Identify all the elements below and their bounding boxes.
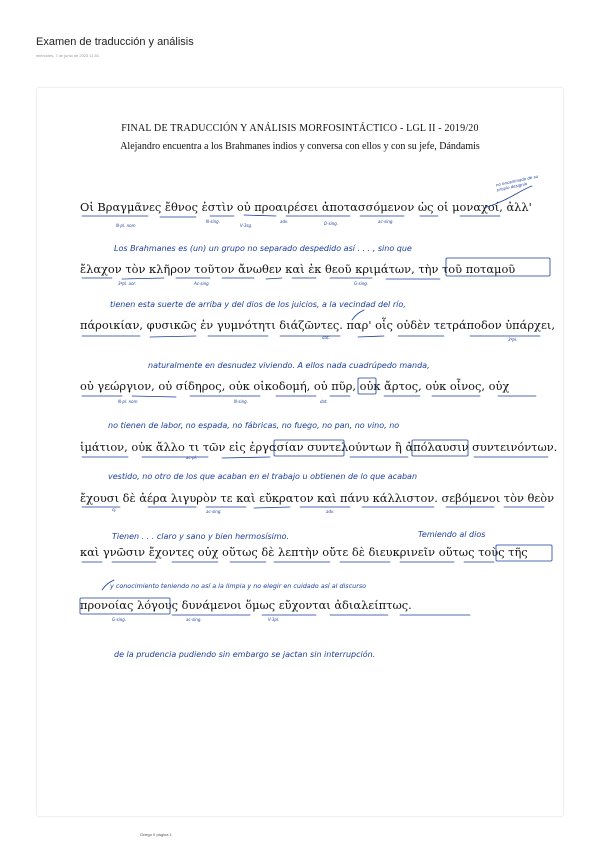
translation-line-3: naturalmente en desnudez viviendo. A ellos nada cuadrúpedo manda, <box>148 361 430 370</box>
grammar-tag: cj. <box>112 507 117 512</box>
page-timestamp: miércoles, 7 de junio de 2023 11:51 <box>36 53 100 58</box>
greek-line-5: ἱμάτιον, οὐκ ἄλλο τι τῶν εἰς ἐργασίαν συντελούντων ἢ ἀπόλαυσιν συντεινόντων. <box>80 440 558 454</box>
translation-line-6: Tienen . . . claro y sano y bien hermosísimo. <box>112 532 290 541</box>
grammar-tag: ac-pl. <box>186 455 198 460</box>
grammar-tag: G-sing. <box>354 281 369 286</box>
grammar-tag: V-3pl. <box>268 617 280 622</box>
grammar-tag: adv. <box>326 509 335 514</box>
grammar-tag: ac-sing. <box>186 617 202 622</box>
greek-line-8: προνοίας λόγους δυνάμενοι ὅμως εὔχονται ἀδιαλείπτως. <box>80 598 412 612</box>
document-title: FINAL DE TRADUCCIÓN Y ANÁLISIS MORFOSINTÁCTICO - LGL II - 2019/20 <box>121 123 479 134</box>
translation-line-2: tienen esta suerte de arriba y del dios de los juicios, a la vecindad del río, <box>110 300 406 309</box>
grammar-tag: V-3sg. <box>240 223 253 228</box>
page-title: Examen de traducción y análisis <box>36 36 194 48</box>
grammar-tag: adv. <box>280 219 289 224</box>
translation-line-8: de la prudencia pudiendo sin embargo se jactan sin interrupción. <box>114 650 376 659</box>
translation-line-5: vestido, no otro de los que acaban en el trabajo u obtienen de lo que acaban <box>108 472 418 481</box>
grammar-tag: ac-sing. <box>378 219 394 224</box>
grammar-tag: G-sing. <box>112 617 127 622</box>
page-footer: Griego II página 1 <box>140 832 172 837</box>
greek-line-3: πάροικίαν, φυσικῶς ἐν γυμνότητι διάζῶντες. παρ' οἷς οὐδὲν τετράποδον ὑπάρχει, <box>80 318 555 332</box>
grammar-tag: N-pl. nom <box>118 399 138 404</box>
grammar-tag: dat. <box>322 335 330 340</box>
greek-line-2: ἔλαχον τὸν κλῆρον τοῦτον ἄνωθεν καὶ ἐκ θεοῦ κριμάτων, τὴν τοῦ ποταμοῦ <box>80 262 516 276</box>
greek-line-7: καὶ γνῶσιν ἔχοντες οὐχ οὕτως δὲ λεπτὴν οὔτε δὲ διευκρινεῖν οὕτως τοὺς τῆς <box>80 545 528 559</box>
translation-line-7: y conocimiento teniendo no así a la limpia y no elegir en cuidado así al discurso <box>110 582 367 590</box>
greek-line-6: ἔχουσι δὲ ἀέρα λιγυρὸν τε καὶ εὔκρατον καὶ πάνυ κάλλιστον. σεβόμενοι τὸν θεὸν <box>80 491 555 505</box>
grammar-tag: 3ºpl. aor. <box>118 281 137 286</box>
grammar-tag: N-sing. <box>206 219 220 224</box>
translation-line-6b: Temiendo al dios <box>418 530 486 539</box>
grammar-tag: N-sing. <box>234 399 248 404</box>
grammar-tag: ac-sing. <box>206 509 222 514</box>
greek-line-1: Οἱ Βραγμᾶνες ἔθνος ἐστὶν οὐ προαιρέσει ἀποτασσόμενον ὡς οἱ μοναχοί, ἀλλ' <box>80 200 532 214</box>
grammar-tag: Ac-sing. <box>194 281 210 286</box>
grammar-tag: dat. <box>320 399 328 404</box>
document-subtitle: Alejandro encuentra a los Brahmanes indios y conversa con ellos y con su jefe, Dándamis <box>120 141 480 152</box>
greek-line-4: οὐ γεώργιον, οὐ σίδηρος, οὐκ οἰκοδομή, οὐ πῦρ, οὐκ ἄρτος, οὐκ οἶνος, οὐχ <box>80 379 510 393</box>
grammar-tag: 3ºpl. <box>508 337 518 342</box>
margin-note: no encaminado de su propio designio <box>495 173 539 192</box>
translation-line-1: Los Brahmanes es (un) un grupo no separado despedido así . . . , sino que <box>114 244 412 253</box>
grammar-tag: N-pl. nom <box>116 223 136 228</box>
grammar-tag: D-sing. <box>324 221 339 226</box>
translation-line-4: no tienen de labor, no espada, no fábricas, no fuego, no pan, no vino, no <box>108 421 400 430</box>
